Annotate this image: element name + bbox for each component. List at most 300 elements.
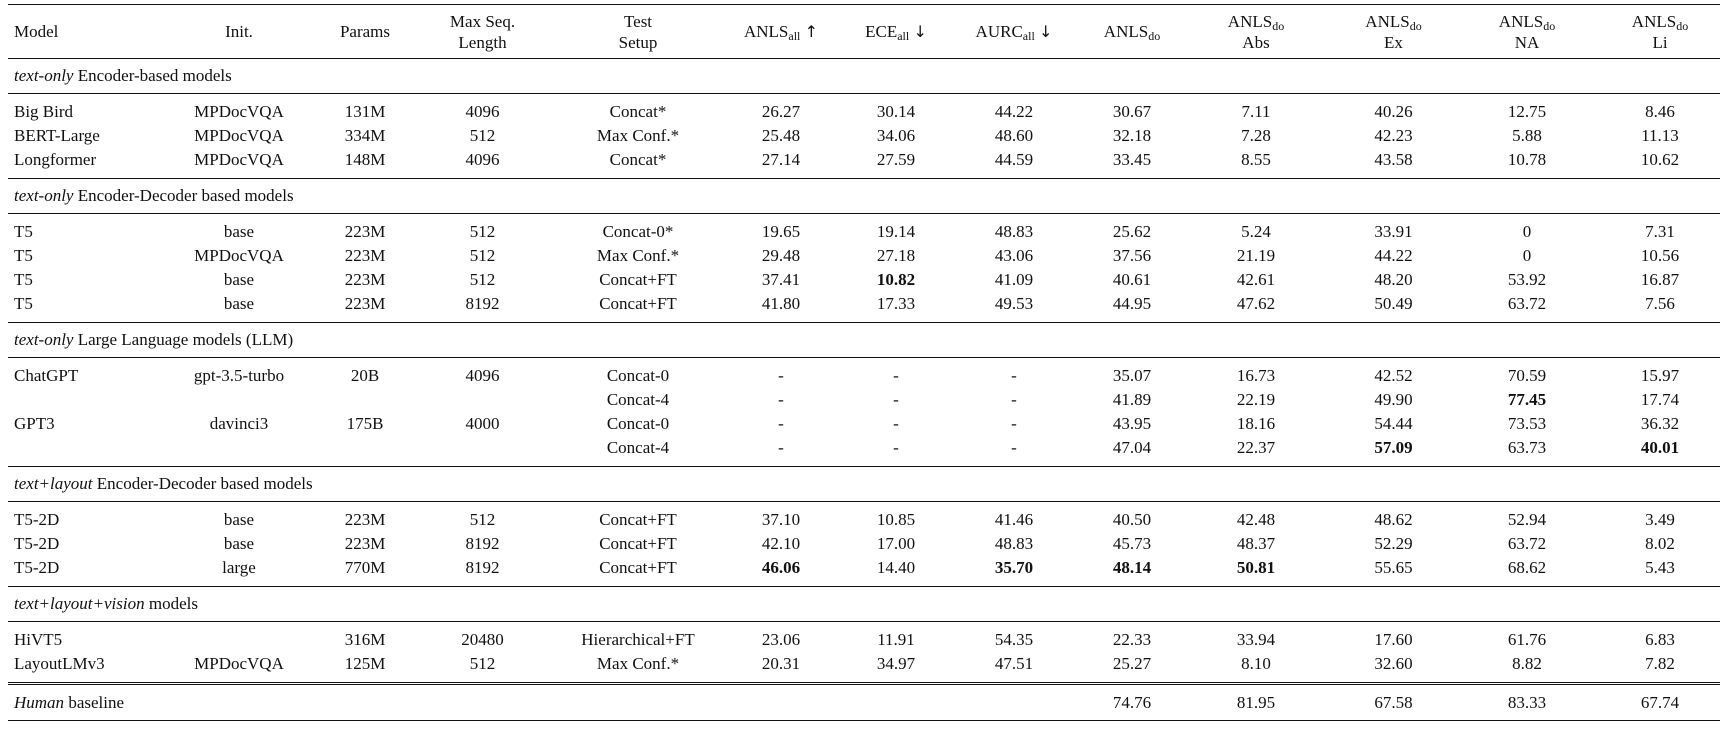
cell-model: Longformer bbox=[14, 150, 97, 169]
human-baseline-row bbox=[8, 684, 1720, 721]
metric-name: ANLS bbox=[1227, 11, 1273, 31]
section-title-italic: text-only bbox=[14, 330, 74, 349]
arrow-up-icon: ↑ bbox=[804, 22, 819, 41]
cell-max-seq: 512 bbox=[469, 222, 496, 241]
cell-params: 131M bbox=[344, 102, 386, 121]
cell-init: base bbox=[223, 270, 255, 289]
cell-metric-value: 6.83 bbox=[1645, 630, 1675, 649]
cell-metric-value: 55.65 bbox=[1374, 558, 1413, 577]
header-metric-line2: Ex bbox=[1384, 32, 1403, 52]
cell-init: large bbox=[222, 558, 256, 577]
cell-metric-value: 19.14 bbox=[876, 222, 916, 241]
cell-metric-value: 12.75 bbox=[1507, 102, 1547, 121]
human-baseline-label bbox=[8, 684, 721, 721]
header-max-seq-line1: Max Seq. bbox=[449, 11, 516, 31]
cell-test-setup: Hierarchical+FT bbox=[581, 630, 695, 649]
section-header-row bbox=[8, 587, 1720, 622]
cell-metric-value: 33.91 bbox=[1374, 222, 1413, 241]
cell-init: MPDocVQA bbox=[194, 126, 284, 145]
cell-max-seq: 20480 bbox=[461, 630, 504, 649]
section-header-row bbox=[8, 467, 1720, 502]
cell-model: T5 bbox=[14, 294, 33, 313]
cell-metric-value: 42.48 bbox=[1236, 510, 1276, 529]
cell-params bbox=[320, 436, 410, 467]
cell-max-seq: 4096 bbox=[465, 150, 500, 169]
cell-test-setup: Concat-0* bbox=[602, 222, 674, 241]
cell-params: 20B bbox=[350, 366, 380, 385]
header-metric-6 bbox=[1462, 5, 1592, 59]
cell-metric-value: 48.83 bbox=[994, 222, 1034, 241]
cell-params: 148M bbox=[344, 150, 386, 169]
cell-metric-value: 10.78 bbox=[1507, 150, 1547, 169]
cell-metric-value: 52.29 bbox=[1374, 534, 1413, 553]
cell-test-setup: Max Conf.* bbox=[596, 654, 680, 673]
cell-metric-value: 52.94 bbox=[1507, 510, 1547, 529]
cell-metric-value: 67.74 bbox=[1640, 693, 1680, 712]
cell-metric-value: - bbox=[778, 438, 784, 457]
cell-metric-value: 37.10 bbox=[761, 510, 801, 529]
metric-name: ANLS bbox=[1103, 22, 1149, 41]
cell-metric-value: 7.82 bbox=[1645, 654, 1675, 673]
cell-metric-value: 34.06 bbox=[876, 126, 916, 145]
cell-model: T5 bbox=[14, 270, 33, 289]
metric-subscript: all bbox=[788, 29, 801, 43]
cell-metric-value: 25.27 bbox=[1112, 654, 1152, 673]
cell-max-seq: 512 bbox=[469, 510, 496, 529]
cell-metric-value: 46.06 bbox=[761, 558, 801, 577]
cell-model: T5-2D bbox=[14, 510, 60, 529]
cell-metric-value: 20.31 bbox=[761, 654, 801, 673]
header-metric-line1 bbox=[727, 21, 835, 42]
cell-metric-value: 53.92 bbox=[1507, 270, 1547, 289]
cell-metric-value: 48.60 bbox=[994, 126, 1034, 145]
cell-metric-value: 70.59 bbox=[1507, 366, 1547, 385]
cell-metric-value: 48.83 bbox=[994, 534, 1034, 553]
cell-metric-value: - bbox=[893, 366, 899, 385]
cell-max-seq: 4096 bbox=[465, 366, 500, 385]
cell-max-seq: 4096 bbox=[465, 102, 500, 121]
cell-metric-value: 49.53 bbox=[994, 294, 1034, 313]
cell-test-setup: Concat+FT bbox=[599, 294, 677, 313]
cell-init bbox=[158, 388, 320, 412]
cell-metric-value: 41.09 bbox=[994, 270, 1034, 289]
cell-metric-value: - bbox=[893, 438, 899, 457]
table-row bbox=[8, 94, 1720, 125]
cell-metric-value: 22.19 bbox=[1236, 390, 1276, 409]
cell-init: base bbox=[223, 510, 255, 529]
cell-metric-value: 27.59 bbox=[876, 150, 916, 169]
cell-metric-value: 7.56 bbox=[1645, 294, 1675, 313]
table-row bbox=[8, 652, 1720, 684]
cell-metric-value: 7.28 bbox=[1241, 126, 1271, 145]
cell-max-seq: 512 bbox=[469, 654, 496, 673]
cell-params: 334M bbox=[344, 126, 386, 145]
cell-metric-value: 61.76 bbox=[1507, 630, 1547, 649]
cell-init: MPDocVQA bbox=[194, 654, 284, 673]
cell-metric-value: - bbox=[893, 414, 899, 433]
cell-params: 223M bbox=[344, 246, 386, 265]
table-row bbox=[8, 556, 1720, 587]
cell-metric-value: 32.18 bbox=[1112, 126, 1152, 145]
cell-init: MPDocVQA bbox=[194, 102, 284, 121]
cell-metric-value: 37.41 bbox=[761, 270, 801, 289]
cell-test-setup: Concat+FT bbox=[599, 558, 677, 577]
cell-metric-value: - bbox=[1011, 438, 1017, 457]
cell-params: 223M bbox=[344, 534, 386, 553]
cell-test-setup: Concat+FT bbox=[599, 270, 677, 289]
section-title-rest: Encoder-Decoder based models bbox=[73, 186, 294, 205]
cell-metric-value: 44.95 bbox=[1112, 294, 1152, 313]
cell-init: gpt-3.5-turbo bbox=[193, 366, 285, 385]
cell-init: base bbox=[223, 294, 255, 313]
cell-model: ChatGPT bbox=[14, 366, 79, 385]
header-init: Init. bbox=[225, 22, 253, 41]
section-title-rest: Encoder-based models bbox=[73, 66, 232, 85]
cell-metric-value: 49.90 bbox=[1374, 390, 1413, 409]
cell-metric-value: 63.73 bbox=[1507, 438, 1547, 457]
cell-metric-value: 54.44 bbox=[1374, 414, 1413, 433]
cell-metric-value: 17.74 bbox=[1640, 390, 1680, 409]
cell-metric-value bbox=[841, 684, 951, 721]
header-metric-line2: Abs bbox=[1242, 32, 1270, 52]
section-header-row bbox=[8, 59, 1720, 94]
cell-metric-value: - bbox=[778, 414, 784, 433]
cell-init bbox=[158, 622, 320, 653]
cell-metric-value: 10.56 bbox=[1640, 246, 1680, 265]
cell-init: base bbox=[223, 534, 255, 553]
header-test-setup-line1: Test bbox=[623, 11, 653, 31]
cell-metric-value: 34.97 bbox=[876, 654, 916, 673]
section-title-italic: text+layout bbox=[14, 474, 93, 493]
cell-max-seq: 4000 bbox=[465, 414, 500, 433]
cell-metric-value: 48.37 bbox=[1236, 534, 1276, 553]
header-max-seq bbox=[410, 5, 555, 59]
header-metric-line1 bbox=[1468, 11, 1586, 32]
header-metric-line2: Li bbox=[1652, 32, 1668, 52]
section-title bbox=[8, 179, 1720, 214]
header-test-setup bbox=[555, 5, 721, 59]
metric-subscript: do bbox=[1676, 18, 1689, 33]
cell-metric-value: 47.04 bbox=[1112, 438, 1152, 457]
cell-test-setup: Concat* bbox=[609, 102, 667, 121]
cell-max-seq: 512 bbox=[469, 270, 496, 289]
section-title bbox=[8, 587, 1720, 622]
cell-metric-value: 81.95 bbox=[1236, 693, 1276, 712]
cell-metric-value: 50.81 bbox=[1236, 558, 1276, 577]
cell-test-setup: Concat* bbox=[609, 150, 667, 169]
section-title bbox=[8, 323, 1720, 358]
cell-metric-value: 27.18 bbox=[876, 246, 916, 265]
cell-model: GPT3 bbox=[14, 414, 55, 433]
cell-max-seq: 8192 bbox=[465, 558, 500, 577]
cell-model: T5 bbox=[14, 246, 33, 265]
header-metric-4 bbox=[1187, 5, 1325, 59]
cell-params: 125M bbox=[344, 654, 386, 673]
cell-metric-value: 17.33 bbox=[876, 294, 916, 313]
results-table bbox=[8, 4, 1720, 721]
cell-metric-value: 47.51 bbox=[994, 654, 1034, 673]
arrow-down-icon: ↓ bbox=[1039, 22, 1053, 41]
cell-metric-value: 44.59 bbox=[994, 150, 1034, 169]
metric-name: ANLS bbox=[1631, 11, 1677, 31]
cell-metric-value: - bbox=[1011, 414, 1017, 433]
cell-metric-value: 26.27 bbox=[761, 102, 801, 121]
cell-metric-value: 48.62 bbox=[1374, 510, 1413, 529]
cell-metric-value: 22.33 bbox=[1112, 630, 1152, 649]
section-title-italic: text-only bbox=[14, 186, 74, 205]
header-model: Model bbox=[14, 22, 59, 41]
table-row bbox=[8, 292, 1720, 323]
table-row bbox=[8, 436, 1720, 467]
cell-metric-value: 63.72 bbox=[1507, 294, 1547, 313]
cell-metric-value: 29.48 bbox=[761, 246, 801, 265]
header-params: Params bbox=[339, 22, 391, 41]
metric-subscript: do bbox=[1409, 18, 1422, 33]
metric-subscript: all bbox=[897, 29, 910, 43]
cell-model: T5 bbox=[14, 222, 33, 241]
cell-metric-value: 18.16 bbox=[1236, 414, 1276, 433]
cell-test-setup: Max Conf.* bbox=[596, 126, 680, 145]
cell-metric-value: 43.06 bbox=[994, 246, 1034, 265]
table-body bbox=[8, 59, 1720, 721]
cell-metric-value: 44.22 bbox=[1374, 246, 1413, 265]
header-metric-line1 bbox=[847, 21, 945, 42]
cell-metric-value: 83.33 bbox=[1507, 693, 1547, 712]
cell-metric-value: 74.76 bbox=[1112, 693, 1152, 712]
header-metric-line1 bbox=[1193, 11, 1319, 32]
cell-max-seq: 512 bbox=[469, 126, 496, 145]
table-row bbox=[8, 388, 1720, 412]
header-max-seq-line2: Length bbox=[458, 32, 507, 52]
header-metric-5 bbox=[1325, 5, 1462, 59]
table-row bbox=[8, 622, 1720, 653]
section-title bbox=[8, 59, 1720, 94]
cell-metric-value: 8.82 bbox=[1512, 654, 1542, 673]
header-metric-line1 bbox=[1083, 21, 1181, 42]
metric-name: ANLS bbox=[1365, 11, 1410, 31]
cell-test-setup: Max Conf.* bbox=[596, 246, 680, 265]
cell-metric-value: 16.87 bbox=[1640, 270, 1680, 289]
cell-params: 770M bbox=[344, 558, 386, 577]
cell-metric-value: 40.26 bbox=[1374, 102, 1413, 121]
header-metric-line1 bbox=[1598, 11, 1720, 32]
cell-metric-value: 42.10 bbox=[761, 534, 801, 553]
cell-metric-value: 8.02 bbox=[1645, 534, 1675, 553]
cell-model bbox=[8, 388, 158, 412]
cell-metric-value: 43.58 bbox=[1374, 150, 1413, 169]
header-test-setup-line2: Setup bbox=[618, 32, 658, 52]
metric-subscript: all bbox=[1022, 29, 1035, 43]
cell-metric-value: 48.20 bbox=[1374, 270, 1413, 289]
cell-metric-value: 17.00 bbox=[876, 534, 916, 553]
header-metric-7 bbox=[1592, 5, 1720, 59]
cell-model: BERT-Large bbox=[14, 126, 100, 145]
cell-metric-value: 8.46 bbox=[1645, 102, 1675, 121]
table-row bbox=[8, 148, 1720, 179]
cell-model: T5-2D bbox=[14, 534, 60, 553]
cell-metric-value: 8.55 bbox=[1241, 150, 1271, 169]
table-header-row bbox=[8, 5, 1720, 59]
cell-metric-value: 41.46 bbox=[994, 510, 1034, 529]
table-row bbox=[8, 532, 1720, 556]
header-metric-0 bbox=[721, 5, 841, 59]
table-row bbox=[8, 502, 1720, 533]
cell-metric-value: 21.19 bbox=[1236, 246, 1276, 265]
header-metric-1 bbox=[841, 5, 951, 59]
metric-name: ECE bbox=[865, 22, 898, 41]
header-metric-line2: NA bbox=[1514, 32, 1540, 52]
cell-metric-value: 32.60 bbox=[1374, 654, 1413, 673]
metric-name: AURC bbox=[975, 22, 1023, 41]
header-metric-line1 bbox=[1331, 11, 1456, 32]
metric-name: ANLS bbox=[1498, 11, 1544, 31]
metric-subscript: do bbox=[1543, 18, 1556, 33]
cell-metric-value: 35.70 bbox=[994, 558, 1034, 577]
cell-metric-value: 14.40 bbox=[876, 558, 916, 577]
section-title-rest: Encoder-Decoder based models bbox=[92, 474, 313, 493]
cell-params bbox=[320, 388, 410, 412]
cell-test-setup: Concat-4 bbox=[606, 438, 670, 457]
cell-metric-value: 42.61 bbox=[1236, 270, 1276, 289]
section-title-rest: models bbox=[144, 594, 198, 613]
results-table-container bbox=[8, 4, 1688, 721]
cell-params: 223M bbox=[344, 270, 386, 289]
cell-metric-value: 10.85 bbox=[876, 510, 916, 529]
cell-init: MPDocVQA bbox=[194, 246, 284, 265]
cell-test-setup: Concat+FT bbox=[599, 510, 677, 529]
section-title-rest: Large Language models (LLM) bbox=[73, 330, 294, 349]
cell-metric-value: 42.52 bbox=[1374, 366, 1413, 385]
cell-metric-value: 67.58 bbox=[1374, 693, 1413, 712]
cell-params: 223M bbox=[344, 222, 386, 241]
cell-init: base bbox=[223, 222, 255, 241]
metric-subscript: do bbox=[1148, 29, 1161, 43]
cell-metric-value: 25.48 bbox=[761, 126, 801, 145]
cell-metric-value: 3.49 bbox=[1645, 510, 1675, 529]
section-title bbox=[8, 467, 1720, 502]
cell-model: HiVT5 bbox=[14, 630, 63, 649]
cell-metric-value: 57.09 bbox=[1374, 438, 1413, 457]
cell-metric-value: 25.62 bbox=[1112, 222, 1152, 241]
cell-metric-value: 16.73 bbox=[1236, 366, 1276, 385]
cell-test-setup: Concat-4 bbox=[606, 390, 670, 409]
cell-metric-value: 5.24 bbox=[1241, 222, 1271, 241]
cell-metric-value: 41.89 bbox=[1112, 390, 1152, 409]
cell-metric-value: 5.43 bbox=[1645, 558, 1675, 577]
metric-name: ANLS bbox=[743, 22, 789, 41]
cell-metric-value: 77.45 bbox=[1507, 390, 1547, 409]
table-row bbox=[8, 412, 1720, 436]
cell-max-seq: 8192 bbox=[465, 294, 500, 313]
cell-model bbox=[8, 436, 158, 467]
table-row bbox=[8, 124, 1720, 148]
cell-metric-value: 19.65 bbox=[761, 222, 801, 241]
cell-max-seq: 8192 bbox=[465, 534, 500, 553]
cell-metric-value bbox=[721, 684, 841, 721]
cell-metric-value: 40.50 bbox=[1112, 510, 1152, 529]
cell-metric-value: 50.49 bbox=[1374, 294, 1413, 313]
table-row bbox=[8, 358, 1720, 389]
cell-metric-value: 44.22 bbox=[994, 102, 1034, 121]
cell-test-setup: Concat-0 bbox=[606, 366, 670, 385]
cell-init: davinci3 bbox=[209, 414, 269, 433]
cell-max-seq bbox=[410, 388, 555, 412]
cell-metric-value: - bbox=[1011, 390, 1017, 409]
cell-metric-value: 37.56 bbox=[1112, 246, 1152, 265]
cell-metric-value: 41.80 bbox=[761, 294, 801, 313]
metric-subscript: do bbox=[1272, 18, 1285, 33]
cell-model: LayoutLMv3 bbox=[14, 654, 105, 673]
cell-max-seq bbox=[410, 436, 555, 467]
cell-metric-value: 11.91 bbox=[877, 630, 915, 649]
cell-metric-value: 7.31 bbox=[1645, 222, 1675, 241]
cell-metric-value: 63.72 bbox=[1507, 534, 1547, 553]
human-label-rest: baseline bbox=[64, 693, 125, 712]
cell-metric-value: 35.07 bbox=[1112, 366, 1152, 385]
cell-metric-value: 27.14 bbox=[761, 150, 801, 169]
cell-test-setup: Concat-0 bbox=[606, 414, 670, 433]
header-metric-2 bbox=[951, 5, 1077, 59]
section-title-italic: text-only bbox=[14, 66, 74, 85]
cell-init: MPDocVQA bbox=[194, 150, 284, 169]
cell-metric-value: 0 bbox=[1522, 246, 1532, 265]
cell-metric-value: 17.60 bbox=[1374, 630, 1413, 649]
cell-metric-value: 45.73 bbox=[1112, 534, 1152, 553]
cell-metric-value: 36.32 bbox=[1640, 414, 1680, 433]
header-metric-3 bbox=[1077, 5, 1187, 59]
header-metric-line1 bbox=[957, 21, 1071, 42]
cell-metric-value bbox=[951, 684, 1077, 721]
cell-metric-value: 40.61 bbox=[1112, 270, 1152, 289]
cell-max-seq: 512 bbox=[469, 246, 496, 265]
cell-metric-value: 30.67 bbox=[1112, 102, 1152, 121]
section-header-row bbox=[8, 323, 1720, 358]
cell-metric-value: 48.14 bbox=[1112, 558, 1152, 577]
cell-metric-value: 5.88 bbox=[1512, 126, 1542, 145]
cell-metric-value: 11.13 bbox=[1641, 126, 1679, 145]
cell-metric-value: 10.82 bbox=[876, 270, 916, 289]
cell-params: 223M bbox=[344, 294, 386, 313]
cell-metric-value: 8.10 bbox=[1241, 654, 1271, 673]
cell-metric-value: 30.14 bbox=[876, 102, 916, 121]
cell-metric-value: 47.62 bbox=[1236, 294, 1276, 313]
cell-metric-value: - bbox=[893, 390, 899, 409]
cell-metric-value: 54.35 bbox=[994, 630, 1034, 649]
cell-metric-value: - bbox=[778, 366, 784, 385]
cell-metric-value: 7.11 bbox=[1241, 102, 1271, 121]
cell-metric-value: - bbox=[1011, 366, 1017, 385]
cell-metric-value: 23.06 bbox=[761, 630, 801, 649]
cell-metric-value: - bbox=[778, 390, 784, 409]
cell-metric-value: 73.53 bbox=[1507, 414, 1547, 433]
cell-metric-value: 10.62 bbox=[1640, 150, 1680, 169]
human-label-italic: Human bbox=[14, 693, 65, 712]
cell-init bbox=[158, 436, 320, 467]
cell-metric-value: 33.94 bbox=[1236, 630, 1276, 649]
cell-metric-value: 40.01 bbox=[1640, 438, 1680, 457]
cell-metric-value: 22.37 bbox=[1236, 438, 1276, 457]
cell-metric-value: 43.95 bbox=[1112, 414, 1152, 433]
table-row bbox=[8, 244, 1720, 268]
cell-metric-value: 68.62 bbox=[1507, 558, 1547, 577]
arrow-down-icon: ↓ bbox=[913, 22, 927, 41]
section-title-italic: text+layout+vision bbox=[14, 594, 145, 613]
cell-metric-value: 33.45 bbox=[1112, 150, 1152, 169]
table-row bbox=[8, 268, 1720, 292]
section-header-row bbox=[8, 179, 1720, 214]
table-row bbox=[8, 214, 1720, 245]
cell-test-setup: Concat+FT bbox=[599, 534, 677, 553]
